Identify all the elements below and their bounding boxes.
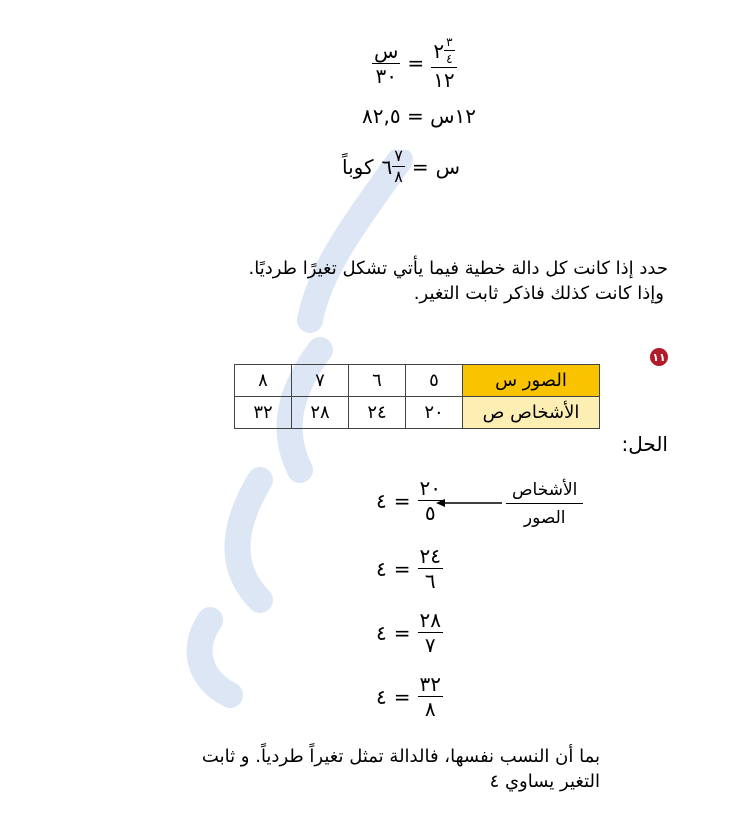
conclusion-text <box>100 744 600 794</box>
ratio-label: $\frac{\text{الأشخاص}}{\text{الصور}}$ <box>506 480 583 528</box>
instruction-line-1: حدد إذا كانت كل دالة خطية فيما يأتي تشكل تغيرًا طرديًا. <box>248 258 668 279</box>
conclusion-line-1: بما أن النسب نفسها، فالدالة تمثل تغيراً طردياً. و ثابت <box>201 746 600 767</box>
equation-linear: ١٢س = ٨٢,٥ <box>362 104 476 128</box>
arrow-left-icon <box>436 497 502 509</box>
ratio-equation: ٤ = $\frac{٢٤}{٦}$ <box>376 544 441 593</box>
instruction-line-2: وإذا كانت كذلك فاذكر ثابت التغير. <box>413 283 664 304</box>
equals-sign: = <box>407 51 425 75</box>
solution-label: الحل: <box>621 432 668 456</box>
fraction-x-over-30: $\frac{\text{س}}{٣٠}$ <box>374 38 399 88</box>
table-row <box>235 365 600 397</box>
table-cell: ٥ <box>406 365 463 397</box>
table-cell: ٧ <box>292 365 349 397</box>
data-table <box>234 364 600 429</box>
conclusion-line-2: التغير يساوي ٤ <box>489 771 600 792</box>
table-cell: ٣٢ <box>235 397 292 429</box>
equation-proportion <box>372 36 457 90</box>
ratio-equation: ٤ = $\frac{٢٠}{٥}$ <box>376 476 441 525</box>
table-cell: ٢٠ <box>406 397 463 429</box>
ratio-equation: ٤ = $\frac{٣٢}{٨}$ <box>376 672 441 721</box>
equation-answer: س = $\frac{٧}{٨}$ ٦ كوباً <box>342 146 461 186</box>
row-header-people: الأشخاص ص <box>463 397 600 429</box>
problem-number-badge: ١١ <box>650 348 668 366</box>
table-row <box>235 397 600 429</box>
table-cell: ٨ <box>235 365 292 397</box>
ratio-equation: ٤ = $\frac{٢٨}{٧}$ <box>376 608 441 657</box>
table-cell: ٢٤ <box>349 397 406 429</box>
table-cell: ٦ <box>349 365 406 397</box>
instruction-text <box>108 256 668 306</box>
table-cell: ٢٨ <box>292 397 349 429</box>
row-header-photos: الصور س <box>463 365 600 397</box>
fraction-mixed-over-12: ٢ $\frac{٣}{٤}$ ١٢ <box>433 35 455 92</box>
